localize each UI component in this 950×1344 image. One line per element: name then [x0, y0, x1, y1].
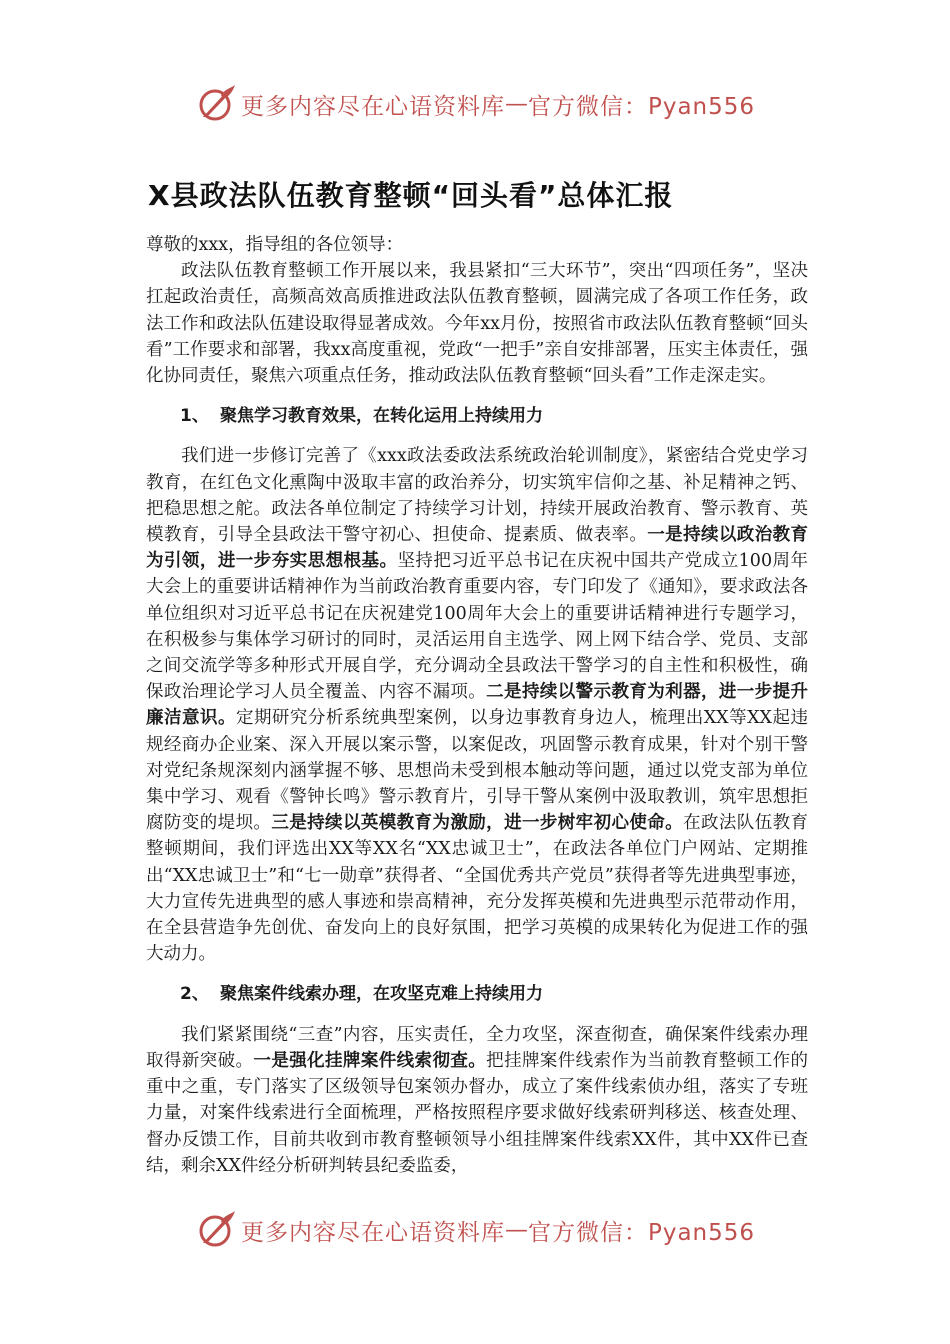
document-body	[146, 232, 808, 1179]
section-heading-text-1: 聚焦学习教育效果，在转化运用上持续用力	[220, 406, 543, 427]
document-title: X县政法队伍教育整顿“回头看”总体汇报	[148, 179, 674, 212]
banner-wechat: 官方微信：Pyan556	[527, 93, 756, 120]
section-1-text-3: 定期研究分析系统典型案例，以身边事教育身边人，梳理出XX等XX起违规经商办企业案、深入开展以案示警，以案促改，巩固警示教育成果，针对个别干警对党纪条规深刻内涵掌握不够、思想尚未受到根本触动等问题，通过以党支部为单位集中学习、观看《警钟长鸣》警示教育片，引导干警从案例中汲取教训，筑牢思想拒腐防变的堤坝。	[146, 708, 808, 834]
section-heading-1	[146, 403, 808, 429]
quill-circle-icon	[195, 1209, 237, 1251]
footer-watermark-banner	[0, 1206, 950, 1254]
salutation: 尊敬的xxx，指导组的各位领导：	[146, 235, 404, 255]
section-1-bold-3: 三是持续以英模教育为激励，进一步树牢初心使命。	[271, 813, 684, 834]
banner-text: 更多内容尽在心语资料库	[240, 93, 505, 120]
quill-circle-icon	[195, 83, 237, 125]
section-number-1: 1、	[180, 406, 209, 427]
section-2-bold-1: 一是强化挂牌案件线索彻查。	[253, 1050, 487, 1071]
banner-separator: —	[504, 1217, 528, 1243]
section-number-2: 2、	[180, 984, 209, 1005]
intro-paragraph: 政法队伍教育整顿工作开展以来，我县紧扣“三大环节”，突出“四项任务”，坚决扛起政治责任，高频高效高质推进政法队伍教育整顿，圆满完成了各项工作任务，政法工作和政法队伍建设取得显著成效。今年xx月份，按照省市政法队伍教育整顿“回头看”工作要求和部署，我xx高度重视，党政“一把手”亲自安排部署，压实主体责任，强化协同责任，聚焦六项重点任务，推动政法队伍教育整顿“回头看”工作走深走实。	[146, 261, 808, 387]
banner-text: 更多内容尽在心语资料库	[240, 1219, 505, 1246]
section-heading-text-2: 聚焦案件线索办理，在攻坚克难上持续用力	[220, 984, 543, 1005]
section-1-text-4: 在政法队伍教育整顿期间，我们评选出XX等XX名“XX忠诚卫士”，在政法各单位门户网站、定期推出“XX忠诚卫士”和“七一勋章”获得者、“全国优秀共产党员”获得者等先进典型事迹，大力宣传先进典型的感人事迹和崇高精神，充分发挥英模和先进典型示范带动作用，在全县营造争先创优、奋发向上的良好氛围，把学习英模的成果转化为促进工作的强大动力。	[146, 813, 809, 965]
banner-separator: —	[504, 91, 528, 117]
section-2-text-2: 把挂牌案件线索作为当前教育整顿工作的重中之重，专门落实了区级领导包案领办督办，成立了案件线索侦办组，落实了专班力量，对案件线索进行全面梳理，严格按照程序要求做好线索研判移送、核查处理、督办反馈工作，目前共收到市教育整顿领导小组挂牌案件线索XX件，其中XX件已查结，剩余XX件经分析研判转县纪委监委，	[146, 1050, 809, 1176]
section-heading-2	[146, 981, 808, 1007]
section-1-paragraph	[146, 443, 808, 967]
section-1-text-2: 坚持把习近平总书记在庆祝中国共产党成立100周年大会上的重要讲话精神作为当前政治教育重要内容，专门印发了《通知》，要求政法各单位组织对习近平总书记在庆祝建党100周年大会上的重要讲话精神进行专题学习，在积极参与集体学习研讨的同时，灵活运用自主选学、网上网下结合学、党员、支部之间交流学等多种形式开展自学，充分调动全县政法干警学习的自主性和积极性，确保政治理论学习人员全覆盖、内容不漏项。	[146, 551, 808, 703]
banner-wechat: 官方微信：Pyan556	[527, 1219, 756, 1246]
section-2-paragraph	[146, 1022, 808, 1179]
section-1-bold-1: 一是持续以政治教育为引领，进一步夯实思想根基。	[146, 525, 809, 572]
header-watermark-banner	[0, 80, 950, 128]
section-1-bold-2: 二是持续以警示教育为利器，进一步提升廉洁意识。	[146, 682, 809, 729]
section-2-text-1: 我们紧紧围绕“三查”内容，压实责任，全力攻坚，深查彻查，确保案件线索办理取得新突破。	[146, 1024, 808, 1071]
section-1-text-1: 我们进一步修订完善了《xxx政法委政法系统政治轮训制度》，紧密结合党史学习教育，在红色文化熏陶中汲取丰富的政治养分，切实筑牢信仰之基、补足精神之钙、把稳思想之舵。政法各单位制定了持续学习计划，持续开展政治教育、警示教育、英模教育，引导全县政法干警守初心、担使命、提素质、做表率。	[146, 446, 808, 546]
